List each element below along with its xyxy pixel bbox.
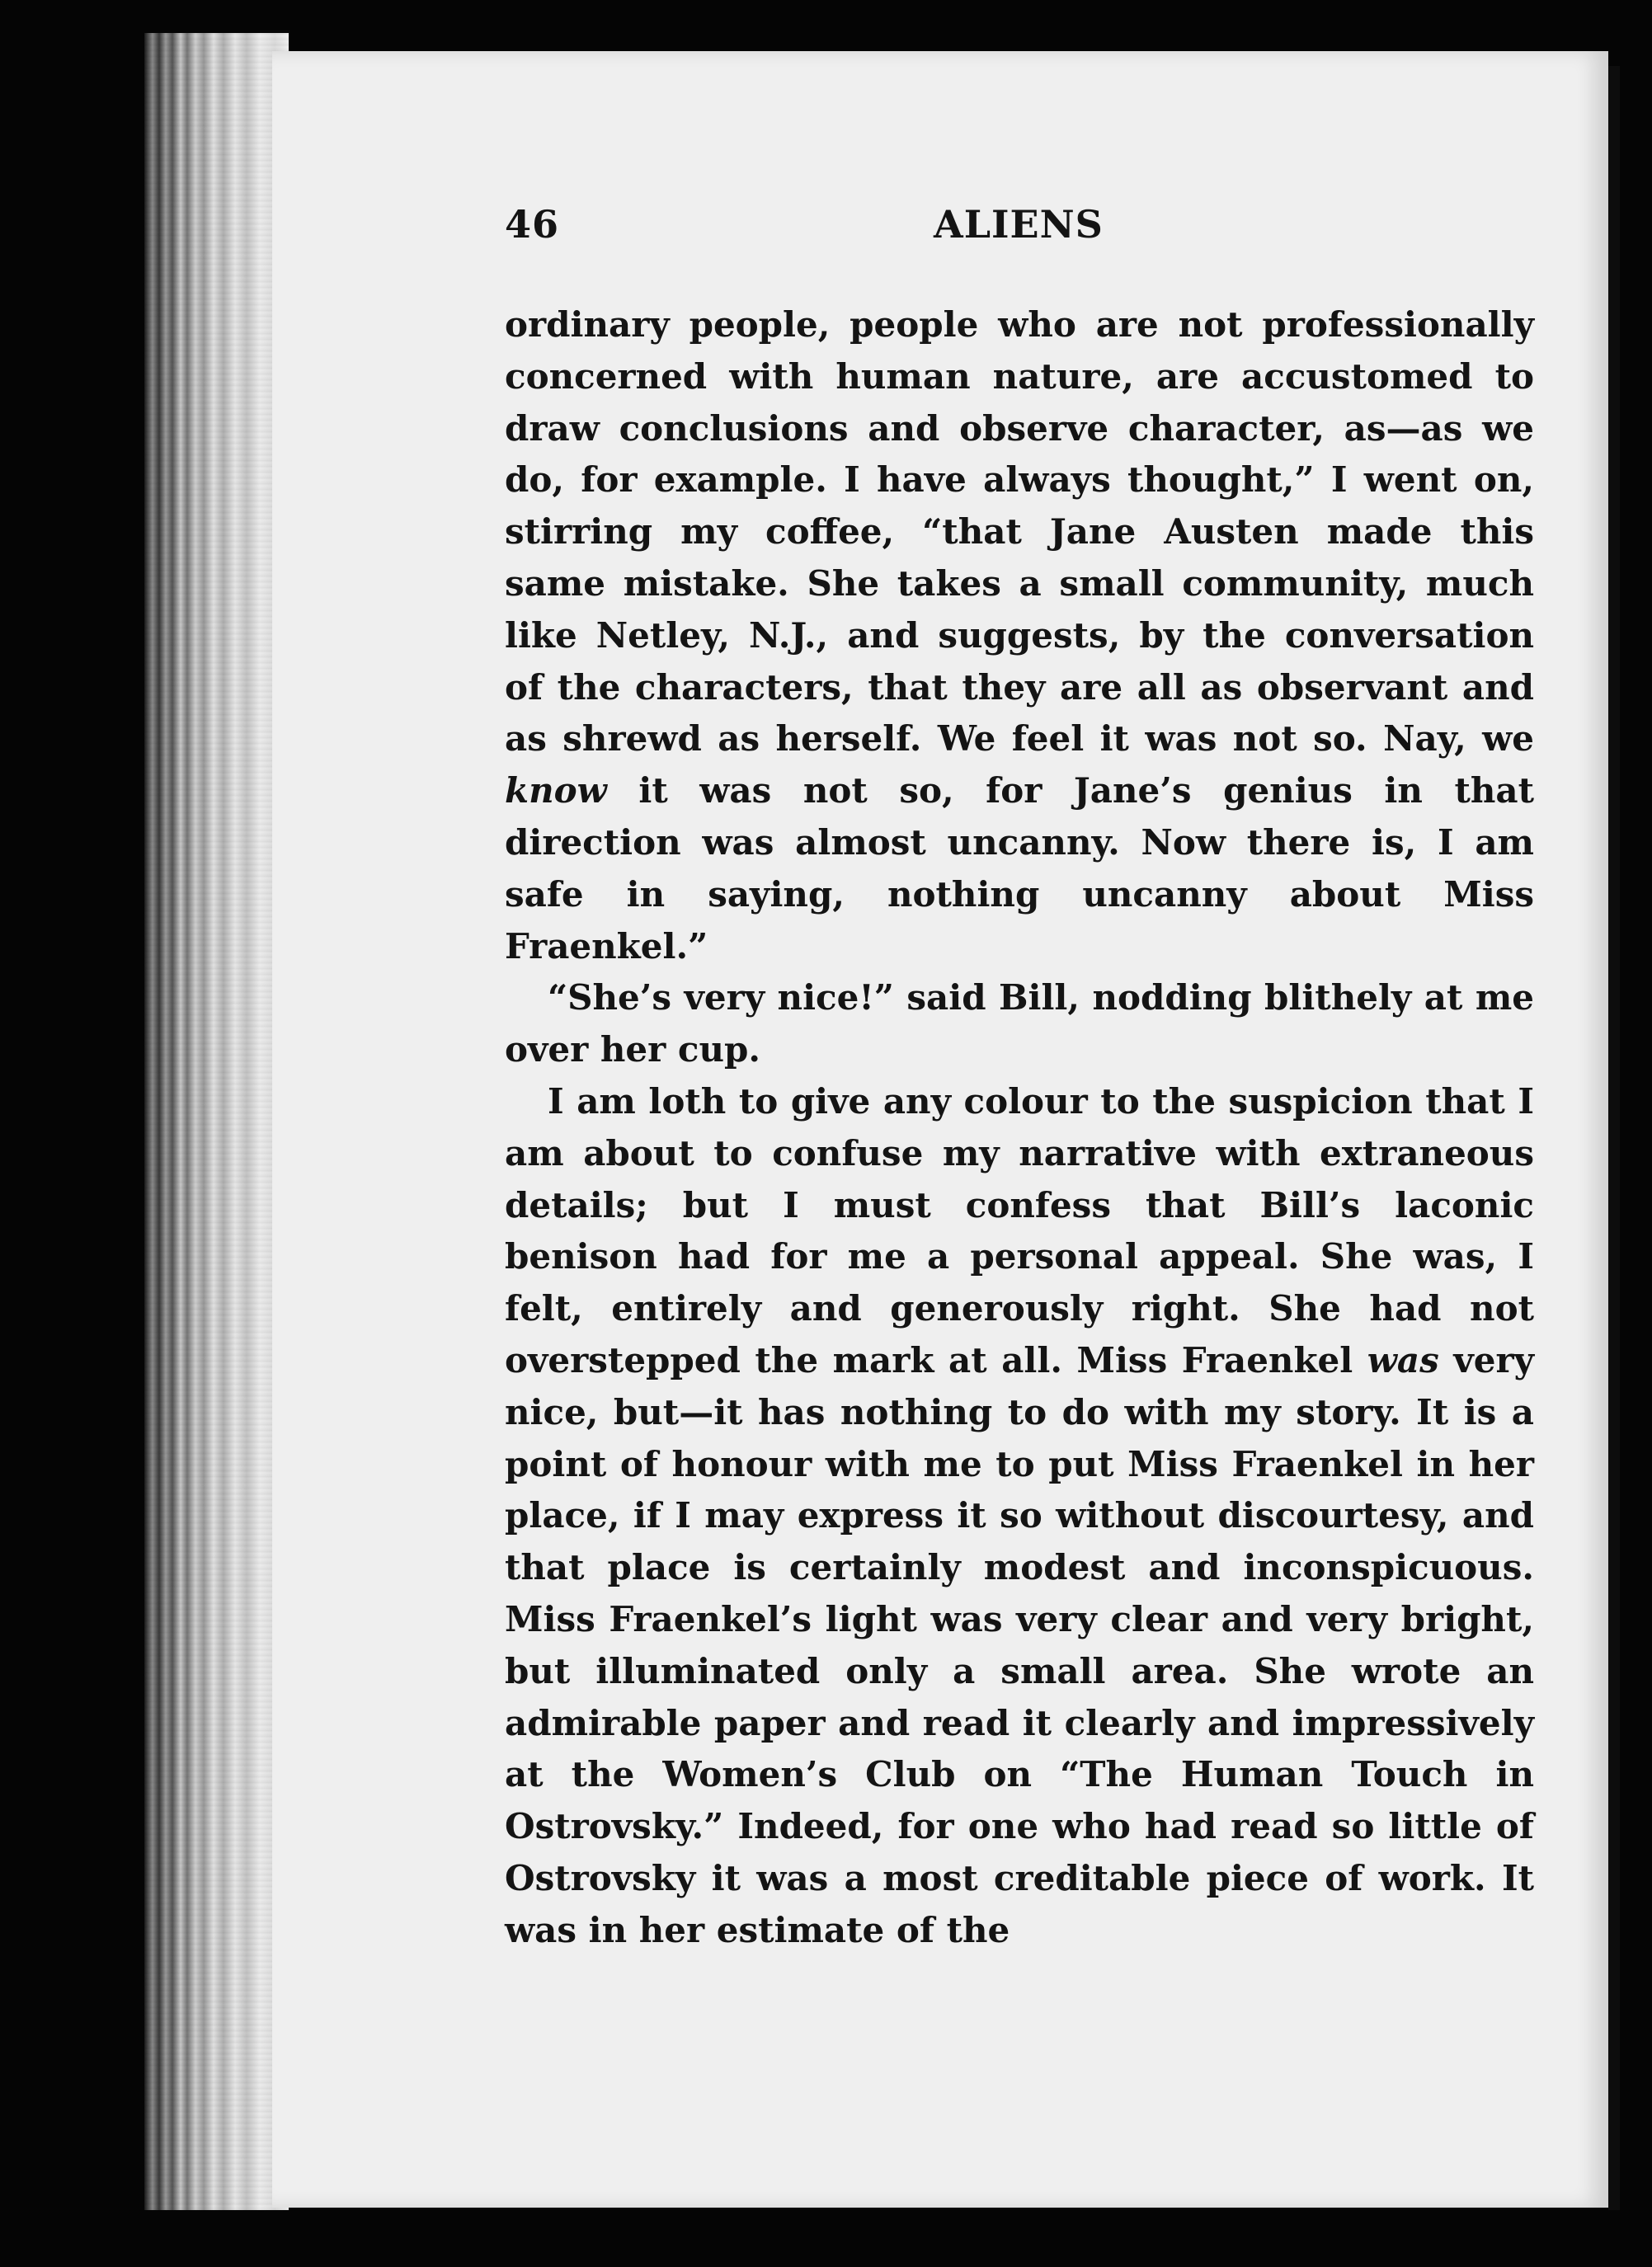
text-span: I am loth to give any colour to the suspicion that I am about to confuse my narrative with extraneous details; but I must confess that Bill’s laconic benison had for me a personal appeal. She was, I felt, entirely and generously right. She had not overstepped the mark at all. Miss Fraenkel: [505, 1080, 1534, 1380]
text-span: it was not so, for Jane’s genius in that direction was almost uncanny. Now there is, I am safe in saying, nothing uncanny about Miss Fraenkel.”: [505, 770, 1534, 967]
paragraph-continued: [505, 299, 1534, 972]
text-span: “She’s very nice!” said Bill, nodding blithely at me over her cup.: [505, 977, 1534, 1070]
page-stack-edges: [144, 33, 289, 2210]
paragraph: [505, 972, 1534, 1076]
body-text: [505, 299, 1534, 1957]
running-head: [505, 202, 1534, 260]
paragraph: [505, 1076, 1534, 1957]
running-title: ALIENS: [934, 202, 1104, 247]
italic-span: was: [1367, 1339, 1439, 1380]
text-span: ordinary people, people who are not professionally concerned with human nature, are accustomed to draw conclusions and observe character, as—as we do, for example. I have always thought,” I went on, stirring my coffee, “that Jane Austen made this same mistake. She takes a small community, much like Netley, N.J., and suggests, by the conversation of the characters, that they are all as observant and as shrewd as herself. We feel it was not so. Nay, we: [505, 304, 1534, 760]
text-span: very nice, but—it has nothing to do with my story. It is a point of honour with me to put Miss Fraenkel in her place, if I may express it so without discourtesy, and that place is certainly modest and inconspicuous. Miss Fraenkel’s light was very clear and very bright, but illuminated only a small area. She wrote an admirable paper and read it clearly and impressively at the Women’s Club on “The Human Touch in Ostrovsky.” Indeed, for one who had read so little of Ostrovsky it was a most creditable piece of work. It was in her estimate of the: [505, 1339, 1535, 1950]
text-block: [505, 202, 1534, 1957]
right-shadow-edge: [1608, 66, 1620, 2210]
italic-span: know: [505, 770, 607, 811]
page-number: 46: [505, 202, 560, 247]
